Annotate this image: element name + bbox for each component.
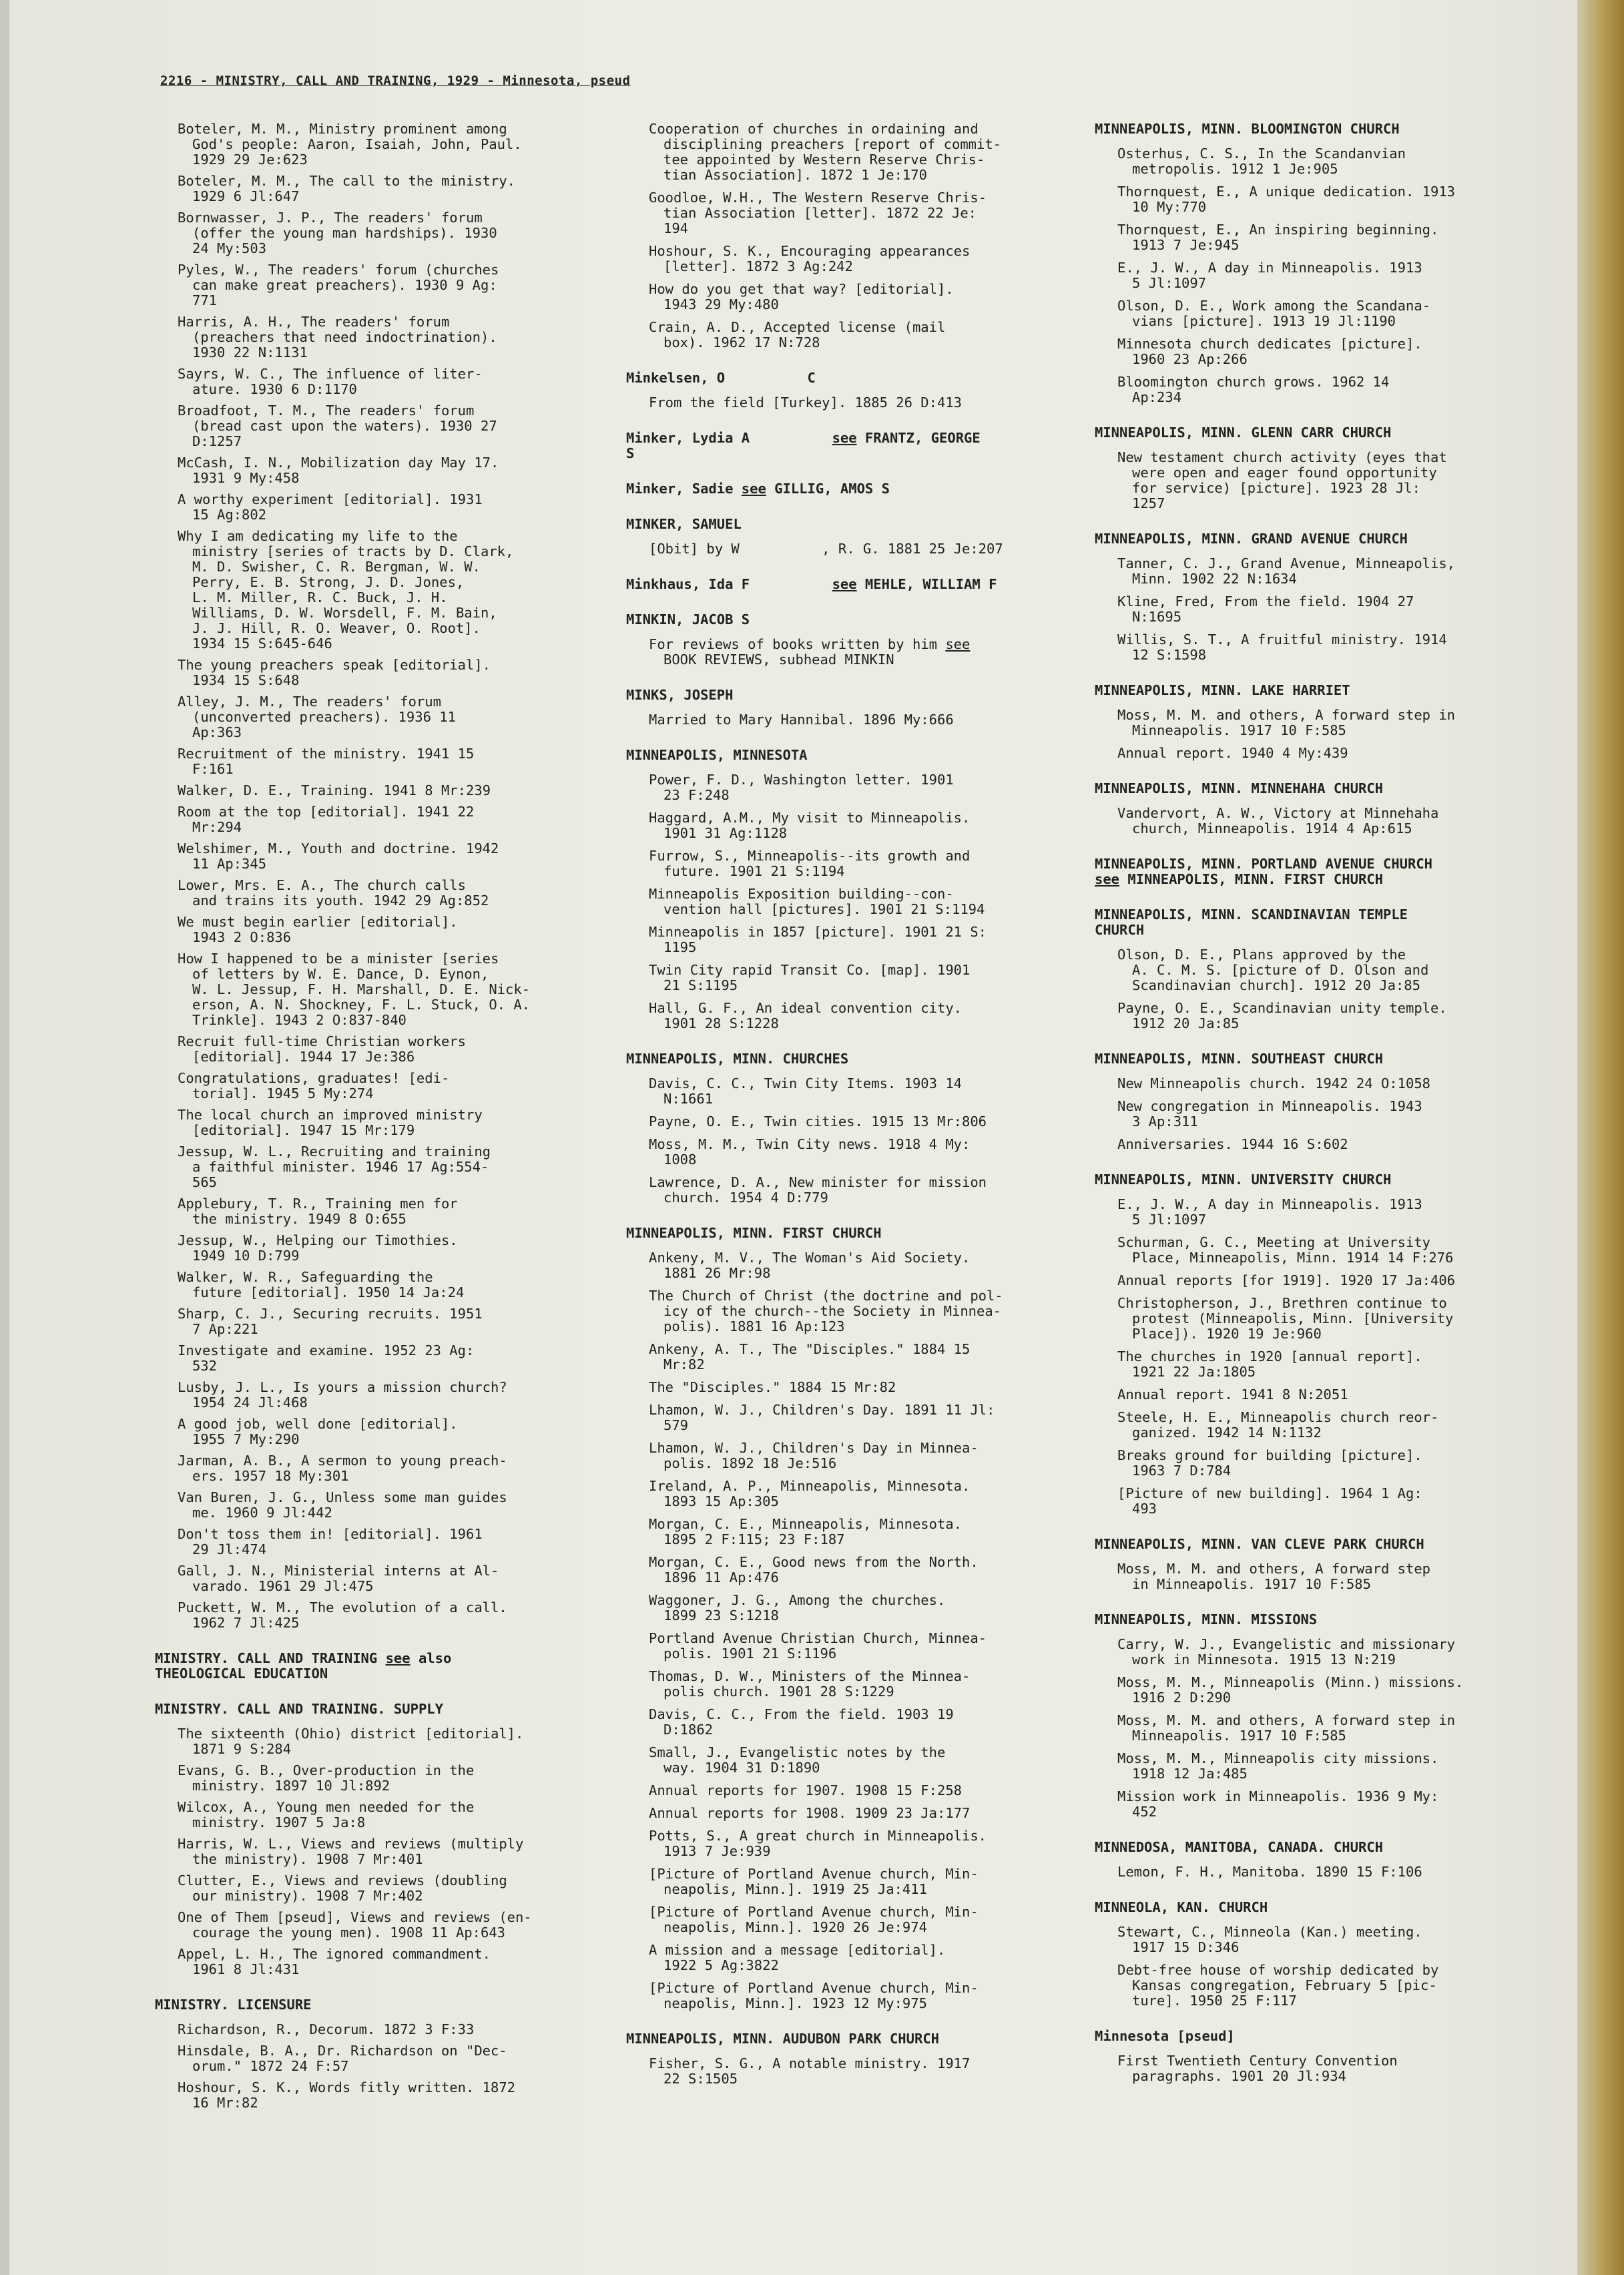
list-item: The churches in 1920 [annual report]. 1921 22 Ja:1805 xyxy=(1117,1348,1422,1380)
list-item: Married to Mary Hannibal. 1896 My:666 xyxy=(649,712,954,728)
list-item: Crain, A. D., Accepted license (mail box). 1962 17 N:728 xyxy=(649,319,946,350)
list-item: Thomas, D. W., Ministers of the Minnea- polis church. 1901 28 S:1229 xyxy=(649,1668,971,1700)
list-item: Welshimer, M., Youth and doctrine. 1942 11 Ap:345 xyxy=(178,840,499,872)
section-heading: Minnesota [pseud] xyxy=(1095,2028,1235,2044)
list-item: [Picture of Portland Avenue church, Min- neapolis, Minn.]. 1920 26 Je:974 xyxy=(649,1904,979,1935)
list-item: Recruit full-time Christian workers [editorial]. 1944 17 Je:386 xyxy=(178,1033,466,1065)
list-item: Morgan, C. E., Good news from the North. 1896 11 Ap:476 xyxy=(649,1554,979,1585)
section-heading: MINNEDOSA, MANITOBA, CANADA. CHURCH xyxy=(1095,1839,1383,1855)
list-item: Haggard, A.M., My visit to Minneapolis. 1901 31 Ag:1128 xyxy=(649,810,971,841)
list-item: Why I am dedicating my life to the ministry [series of tracts by D. Clark, M. D. Swisher, C. R. Bergman, W. W. Perry, E. B. Strong, J. D. Jones, L. M. Miller, R. C. Buck, J. H. Williams, D. W. Worsdell, F. M. Bain, J. J. Hill, R. O. Weaver, O. Root]. 1934 15 S:645-646 xyxy=(178,528,514,652)
list-item: Goodloe, W.H., The Western Reserve Chris- tian Association [letter]. 1872 22 Je: 194 xyxy=(649,190,987,236)
list-item: Appel, L. H., The ignored commandment. 1961 8 Jl:431 xyxy=(178,1946,491,1977)
entry-group xyxy=(178,2022,618,2111)
list-item: Steele, H. E., Minneapolis church reor- ganized. 1942 14 N:1132 xyxy=(1117,1409,1439,1441)
list-item: From the field [Turkey]. 1885 26 D:413 xyxy=(649,395,962,411)
section-heading: MINNEAPOLIS, MINN. MISSIONS xyxy=(1095,1611,1318,1627)
list-item: Furrow, S., Minneapolis--its growth and future. 1901 21 S:1194 xyxy=(649,848,971,879)
section-heading: MINNEAPOLIS, MINN. CHURCHES xyxy=(626,1051,849,1067)
list-item: Tanner, C. J., Grand Avenue, Minneapolis, Minn. 1902 22 N:1634 xyxy=(1117,555,1456,587)
list-item: Walker, D. E., Training. 1941 8 Mr:239 xyxy=(178,782,491,798)
list-item: [Picture of Portland Avenue church, Min- neapolis, Minn.]. 1919 25 Ja:411 xyxy=(649,1866,979,1897)
cross-reference: Minker, Lydia A see FRANTZ, GEORGE S xyxy=(626,430,981,461)
section-heading: MINNEAPOLIS, MINN. SCANDINAVIAN TEMPLE CHURCH xyxy=(1095,907,1408,938)
list-item: Annual report. 1941 8 N:2051 xyxy=(1117,1386,1348,1403)
list-item: Richardson, R., Decorum. 1872 3 F:33 xyxy=(178,2021,475,2037)
list-item: Hall, G. F., An ideal convention city. 1901 28 S:1228 xyxy=(649,1000,962,1031)
section-heading: MINKS, JOSEPH xyxy=(626,687,734,703)
list-item: Minneapolis Exposition building--con- vention hall [pictures]. 1901 21 S:1194 xyxy=(649,886,985,917)
section-heading: MINISTRY. LICENSURE xyxy=(155,1997,312,2013)
list-item: Moss, M. M., Minneapolis (Minn.) missions. 1916 2 D:290 xyxy=(1117,1674,1464,1706)
list-item: Willis, S. T., A fruitful ministry. 1914 12 S:1598 xyxy=(1117,631,1447,663)
list-item: Olson, D. E., Plans approved by the A. C. M. S. [picture of D. Olson and Scandinavian church]. 1912 20 Ja:85 xyxy=(1117,947,1429,993)
list-item: Jarman, A. B., A sermon to young preach- ers. 1957 18 My:301 xyxy=(178,1453,507,1484)
list-item: The Church of Christ (the doctrine and pol- icy of the church--the Society in Minnea- polis). 1881 16 Ap:123 xyxy=(649,1288,1003,1334)
list-item: Debt-free house of worship dedicated by Kansas congregation, February 5 [pic- ture]. 1950 25 F:117 xyxy=(1117,1962,1439,2009)
list-item: Jessup, W., Helping our Timothies. 1949 10 D:799 xyxy=(178,1232,458,1264)
list-item: New testament church activity (eyes that were open and eager found opportunity for service) [picture]. 1923 28 Jl: 1257 xyxy=(1117,449,1447,511)
entry-group xyxy=(649,1250,1103,2011)
list-item: Carry, W. J., Evangelistic and missionary work in Minnesota. 1915 13 N:219 xyxy=(1117,1636,1456,1668)
list-item: New congregation in Minneapolis. 1943 3 Ap:311 xyxy=(1117,1098,1422,1129)
list-item: Payne, O. E., Twin cities. 1915 13 Mr:806 xyxy=(649,1113,987,1129)
section-heading: MINNEAPOLIS, MINN. AUDUBON PARK CHURCH xyxy=(626,2031,939,2047)
column-2 xyxy=(626,121,1103,2094)
list-item: Annual reports [for 1919]. 1920 17 Ja:406 xyxy=(1117,1272,1456,1288)
list-item: Kline, Fred, From the field. 1904 27 N:1695 xyxy=(1117,593,1414,625)
list-item: Lhamon, W. J., Children's Day. 1891 11 Jl: 579 xyxy=(649,1402,995,1433)
entry-group xyxy=(178,1726,618,1977)
list-item: Davis, C. C., Twin City Items. 1903 14 N:1661 xyxy=(649,1075,962,1107)
section-heading: MINNEAPOLIS, MINN. MINNEHAHA CHURCH xyxy=(1095,780,1383,796)
list-item: How I happened to be a minister [series of letters by W. E. Dance, D. Eynon, W. L. Jessup, F. H. Marshall, D. E. Nick- erson, A. N. Shockney, F. L. Stuck, O. A. Trinkle]. 1943 2 O:837-840 xyxy=(178,951,531,1028)
list-item: Annual report. 1940 4 My:439 xyxy=(1117,745,1348,761)
list-item: Van Buren, J. G., Unless some man guides me. 1960 9 Jl:442 xyxy=(178,1489,507,1521)
list-item: Thornquest, E., A unique dedication. 1913 10 My:770 xyxy=(1117,184,1456,215)
list-item: Boteler, M. M., Ministry prominent among God's people: Aaron, Isaiah, John, Paul. 1929 29 Je:623 xyxy=(178,121,522,168)
section-heading: MINNEAPOLIS, MINN. GLENN CARR CHURCH xyxy=(1095,425,1392,441)
cross-reference: For reviews of books written by him see BOOK REVIEWS, subhead MINKIN xyxy=(649,636,971,668)
list-item: Thornquest, E., An inspiring beginning. 1913 7 Je:945 xyxy=(1117,222,1439,253)
list-item: Moss, M. M., Twin City news. 1918 4 My: 1008 xyxy=(649,1136,971,1168)
list-item: A worthy experiment [editorial]. 1931 15 Ag:802 xyxy=(178,491,483,523)
entry-group xyxy=(1117,1925,1545,2009)
page-left-edge xyxy=(0,0,9,2275)
list-item: Broadfoot, T. M., The readers' forum (bread cast upon the waters). 1930 27 D:1257 xyxy=(178,403,497,449)
list-item: E., J. W., A day in Minneapolis. 1913 5 Jl:1097 xyxy=(1117,260,1422,291)
list-item: The "Disciples." 1884 15 Mr:82 xyxy=(649,1379,896,1395)
entry-group xyxy=(649,121,1103,350)
section-heading: Minkelsen, O C xyxy=(626,370,816,386)
list-item: Ankeny, M. V., The Woman's Aid Society. 1881 26 Mr:98 xyxy=(649,1250,971,1281)
entry-group xyxy=(1117,708,1545,761)
list-item: Fisher, S. G., A notable ministry. 1917 22 S:1505 xyxy=(649,2055,971,2087)
list-item: Harris, W. L., Views and reviews (multiply the ministry). 1908 7 Mr:401 xyxy=(178,1836,524,1867)
list-item: Anniversaries. 1944 16 S:602 xyxy=(1117,1136,1348,1152)
list-item: Lusby, J. L., Is yours a mission church? 1954 24 Jl:468 xyxy=(178,1379,507,1411)
entry-group xyxy=(649,1076,1103,1206)
entry-group xyxy=(1117,1637,1545,1820)
entry-group xyxy=(1117,450,1545,511)
list-item: Potts, S., A great church in Minneapolis. 1913 7 Je:939 xyxy=(649,1828,987,1859)
list-item: Lawrence, D. A., New minister for mission church. 1954 4 D:779 xyxy=(649,1174,987,1206)
list-item: Osterhus, C. S., In the Scandanvian metropolis. 1912 1 Je:905 xyxy=(1117,146,1406,177)
list-item: Jessup, W. L., Recruiting and training a faithful minister. 1946 17 Ag:554- 565 xyxy=(178,1144,491,1190)
entry-group xyxy=(649,772,1103,1031)
list-item: Harris, A. H., The readers' forum (preachers that need indoctrination). 1930 22 N:1131 xyxy=(178,314,497,360)
section-heading: MINNEAPOLIS, MINN. LAKE HARRIET xyxy=(1095,682,1350,698)
section-heading: MINNEAPOLIS, MINN. PORTLAND AVENUE CHURCH see MINNEAPOLIS, MINN. FIRST CHURCH xyxy=(1095,856,1433,887)
entry-group xyxy=(1117,1864,1545,1880)
list-item: Annual reports for 1908. 1909 23 Ja:177 xyxy=(649,1805,971,1821)
list-item: Moss, M. M. and others, A forward step in Minneapolis. 1917 10 F:585 xyxy=(1117,1561,1430,1592)
section-heading: MINKER, SAMUEL xyxy=(626,516,742,532)
list-item: Sharp, C. J., Securing recruits. 1951 7 Ap:221 xyxy=(178,1306,483,1337)
list-item: Moss, M. M. and others, A forward step in Minneapolis. 1917 10 F:585 xyxy=(1117,707,1456,738)
list-item: Bornwasser, J. P., The readers' forum (offer the young man hardships). 1930 24 My:503 xyxy=(178,210,497,256)
list-item: Wilcox, A., Young men needed for the ministry. 1907 5 Ja:8 xyxy=(178,1799,475,1830)
list-item: The local church an improved ministry [editorial]. 1947 15 Mr:179 xyxy=(178,1107,483,1138)
section-heading: MINNEAPOLIS, MINN. SOUTHEAST CHURCH xyxy=(1095,1051,1383,1067)
list-item: Hinsdale, B. A., Dr. Richardson on "Dec- orum." 1872 24 F:57 xyxy=(178,2043,507,2074)
entry-group xyxy=(1117,2053,1545,2084)
list-item: Gall, J. N., Ministerial interns at Al- varado. 1961 29 Jl:475 xyxy=(178,1563,499,1594)
entry-group xyxy=(1117,806,1545,836)
list-item: Twin City rapid Transit Co. [map]. 1901 21 S:1195 xyxy=(649,962,971,993)
list-item: Moss, M. M. and others, A forward step in Minneapolis. 1917 10 F:585 xyxy=(1117,1712,1456,1744)
list-item: Mission work in Minneapolis. 1936 9 My: 452 xyxy=(1117,1788,1439,1820)
index-page xyxy=(9,0,1578,2275)
book-spine-shadow xyxy=(1577,0,1624,2275)
section-heading: MINNEAPOLIS, MINN. UNIVERSITY CHURCH xyxy=(1095,1172,1392,1188)
section-heading: MINNEAPOLIS, MINN. BLOOMINGTON CHURCH xyxy=(1095,121,1400,137)
list-item: E., J. W., A day in Minneapolis. 1913 5 Jl:1097 xyxy=(1117,1196,1422,1228)
list-item: Lhamon, W. J., Children's Day in Minnea- polis. 1892 18 Je:516 xyxy=(649,1440,979,1471)
section-heading: MINNEAPOLIS, MINN. GRAND AVENUE CHURCH xyxy=(1095,531,1408,547)
running-head: 2216 - MINISTRY, CALL AND TRAINING, 1929 - Minnesota, pseud xyxy=(160,73,631,88)
entry-group xyxy=(178,121,618,1631)
list-item: Schurman, G. C., Meeting at University Place, Minneapolis, Minn. 1914 14 F:276 xyxy=(1117,1234,1454,1266)
list-item: How do you get that way? [editorial]. 1943 29 My:480 xyxy=(649,281,954,312)
list-item: Alley, J. M., The readers' forum (unconverted preachers). 1936 11 Ap:363 xyxy=(178,694,456,740)
list-item: [Obit] by W , R. G. 1881 25 Je:207 xyxy=(649,541,1003,557)
list-item: Vandervort, A. W., Victory at Minnehaha church, Minneapolis. 1914 4 Ap:615 xyxy=(1117,805,1439,836)
list-item: We must begin earlier [editorial]. 1943 2 O:836 xyxy=(178,914,458,945)
section-heading: MINNEAPOLIS, MINNESOTA xyxy=(626,747,808,763)
entry-group xyxy=(649,2056,1103,2087)
section-heading: MINNEAPOLIS, MINN. VAN CLEVE PARK CHURCH xyxy=(1095,1536,1424,1552)
section-heading: MINNEAPOLIS, MINN. FIRST CHURCH xyxy=(626,1225,882,1241)
list-item: Recruitment of the ministry. 1941 15 F:161 xyxy=(178,746,475,777)
entry-group xyxy=(1117,947,1545,1031)
list-item: Pyles, W., The readers' forum (churches can make great preachers). 1930 9 Ag: 771 xyxy=(178,262,499,308)
list-item: Minnesota church dedicates [picture]. 1960 23 Ap:266 xyxy=(1117,336,1422,367)
list-item: Waggoner, J. G., Among the churches. 1899 23 S:1218 xyxy=(649,1592,946,1623)
list-item: Breaks ground for building [picture]. 1963 7 D:784 xyxy=(1117,1447,1422,1479)
cross-reference: Minkhaus, Ida F see MEHLE, WILLIAM F xyxy=(626,576,997,592)
list-item: [Picture of new building]. 1964 1 Ag: 493 xyxy=(1117,1485,1422,1517)
section-heading: MINISTRY. CALL AND TRAINING. SUPPLY xyxy=(155,1701,443,1717)
list-item: Boteler, M. M., The call to the ministry. 1929 6 Jl:647 xyxy=(178,173,516,204)
list-item: McCash, I. N., Mobilization day May 17. 1931 9 My:458 xyxy=(178,455,499,486)
list-item: Investigate and examine. 1952 23 Ag: 532 xyxy=(178,1342,475,1374)
list-item: A mission and a message [editorial]. 1922 5 Ag:3822 xyxy=(649,1942,946,1973)
list-item: Cooperation of churches in ordaining and disciplining preachers [report of commit- tee appointed by Western Reserve Chris- tian Association]. 1872 1 Je:170 xyxy=(649,121,1002,183)
list-item: Lemon, F. H., Manitoba. 1890 15 F:106 xyxy=(1117,1864,1422,1880)
cross-reference: Minker, Sadie see GILLIG, AMOS S xyxy=(626,481,890,497)
list-item: Small, J., Evangelistic notes by the way. 1904 31 D:1890 xyxy=(649,1744,946,1776)
column-3 xyxy=(1095,121,1545,2091)
column-1 xyxy=(155,121,618,2117)
list-item: Applebury, T. R., Training men for the ministry. 1949 8 O:655 xyxy=(178,1196,458,1227)
list-item: Evans, G. B., Over-production in the ministry. 1897 10 Jl:892 xyxy=(178,1762,475,1794)
entry-group xyxy=(1117,556,1545,663)
list-item: Payne, O. E., Scandinavian unity temple. 1912 20 Ja:85 xyxy=(1117,1000,1447,1031)
list-item: Power, F. D., Washington letter. 1901 23 F:248 xyxy=(649,772,954,803)
list-item: Annual reports for 1907. 1908 15 F:258 xyxy=(649,1782,962,1798)
list-item: Ankeny, A. T., The "Disciples." 1884 15 Mr:82 xyxy=(649,1341,971,1372)
entry-group xyxy=(1117,1561,1545,1592)
list-item: Stewart, C., Minneola (Kan.) meeting. 1917 15 D:346 xyxy=(1117,1924,1422,1955)
list-item: Congratulations, graduates! [edi- torial]. 1945 5 My:274 xyxy=(178,1070,450,1101)
see-also-heading: MINISTRY. CALL AND TRAINING see also THEOLOGICAL EDUCATION xyxy=(155,1650,452,1682)
list-item: First Twentieth Century Convention paragraphs. 1901 20 Jl:934 xyxy=(1117,2053,1398,2084)
list-item: Sayrs, W. C., The influence of liter- ature. 1930 6 D:1170 xyxy=(178,366,483,397)
list-item: [Picture of Portland Avenue church, Min- neapolis, Minn.]. 1923 12 My:975 xyxy=(649,1980,979,2011)
list-item: The young preachers speak [editorial]. 1934 15 S:648 xyxy=(178,657,491,688)
list-item: The sixteenth (Ohio) district [editorial]. 1871 9 S:284 xyxy=(178,1726,524,1757)
list-item: Hoshour, S. K., Encouraging appearances [letter]. 1872 3 Ag:242 xyxy=(649,243,971,274)
list-item: Minneapolis in 1857 [picture]. 1901 21 S: 1195 xyxy=(649,924,987,955)
section-heading: MINNEOLA, KAN. CHURCH xyxy=(1095,1899,1268,1915)
list-item: Portland Avenue Christian Church, Minnea- polis. 1901 21 S:1196 xyxy=(649,1630,987,1662)
list-item: Walker, W. R., Safeguarding the future [editorial]. 1950 14 Ja:24 xyxy=(178,1269,465,1300)
list-item: Christopherson, J., Brethren continue to protest (Minneapolis, Minn. [University Place]). 1920 19 Je:960 xyxy=(1117,1295,1454,1342)
list-item: New Minneapolis church. 1942 24 O:1058 xyxy=(1117,1075,1430,1091)
entry-group xyxy=(1117,1197,1545,1517)
list-item: Hoshour, S. K., Words fitly written. 1872 16 Mr:82 xyxy=(178,2079,516,2111)
entry-group xyxy=(1117,146,1545,405)
list-item: Lower, Mrs. E. A., The church calls and trains its youth. 1942 29 Ag:852 xyxy=(178,877,489,909)
list-item: Olson, D. E., Work among the Scandana- vians [picture]. 1913 19 Jl:1190 xyxy=(1117,298,1430,329)
list-item: A good job, well done [editorial]. 1955 7 My:290 xyxy=(178,1416,458,1447)
list-item: Don't toss them in! [editorial]. 1961 29 Jl:474 xyxy=(178,1526,483,1557)
list-item: Davis, C. C., From the field. 1903 19 D:1862 xyxy=(649,1706,954,1738)
list-item: One of Them [pseud], Views and reviews (en- courage the young men). 1908 11 Ap:643 xyxy=(178,1909,532,1941)
list-item: Puckett, W. M., The evolution of a call. 1962 7 Jl:425 xyxy=(178,1599,507,1631)
list-item: Clutter, E., Views and reviews (doubling our ministry). 1908 7 Mr:402 xyxy=(178,1872,507,1904)
entry-group xyxy=(1117,1076,1545,1152)
list-item: Room at the top [editorial]. 1941 22 Mr:294 xyxy=(178,804,475,835)
list-item: Morgan, C. E., Minneapolis, Minnesota. 1895 2 F:115; 23 F:187 xyxy=(649,1516,962,1547)
list-item: Bloomington church grows. 1962 14 Ap:234 xyxy=(1117,374,1390,405)
list-item: Moss, M. M., Minneapolis city missions. 1918 12 Ja:485 xyxy=(1117,1750,1439,1782)
list-item: Ireland, A. P., Minneapolis, Minnesota. 1893 15 Ap:305 xyxy=(649,1478,971,1509)
section-heading: MINKIN, JACOB S xyxy=(626,611,750,627)
